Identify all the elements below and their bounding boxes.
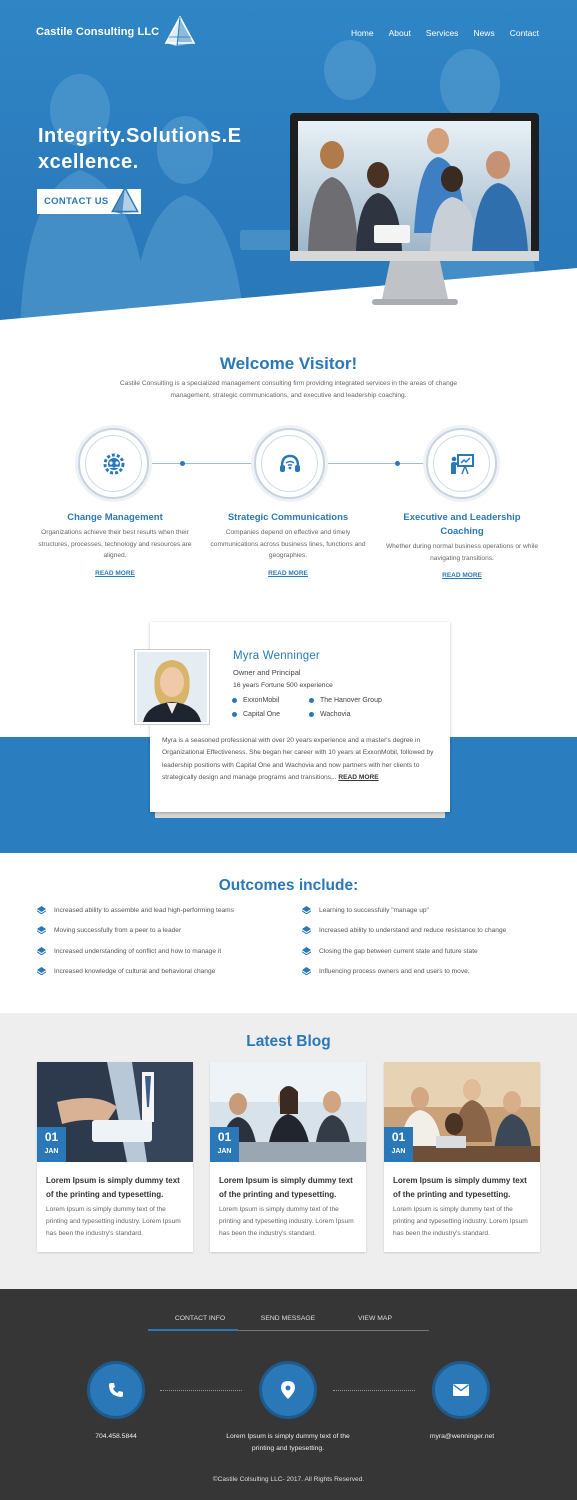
dotted-divider	[333, 1390, 415, 1391]
service-title: Change Management	[67, 512, 163, 523]
blog-date-badge	[384, 1127, 413, 1162]
tab-active-indicator	[148, 1329, 238, 1331]
dotted-divider	[160, 1390, 242, 1391]
blog-post-title[interactable]: Lorem Ipsum is simply dummy text of the printing and typesetting.	[219, 1176, 353, 1199]
outcome-text: Closing the gap between current state and future state	[319, 947, 478, 955]
service-connector-line	[148, 463, 256, 464]
outcomes-title: Outcomes include:	[218, 877, 359, 894]
read-more-link[interactable]: READ MORE	[268, 569, 308, 577]
outcome-text: Influencing process owners and end users to move.	[319, 967, 470, 975]
stack-icon	[302, 926, 311, 934]
profile-experience: 16 years Fortune 500 experience	[233, 682, 333, 689]
nav-news[interactable]: News	[473, 28, 495, 38]
pyramid-logo-icon	[163, 16, 197, 48]
hero-title: Integrity.Solutions.Excellence.	[38, 125, 242, 173]
company-name: ExxonMobil	[243, 697, 280, 704]
service-title: Executive and Leadership Coaching	[403, 512, 521, 537]
welcome-title: Welcome Visitor!	[219, 354, 358, 373]
profile-role: Owner and Principal	[233, 668, 301, 677]
outcome-item	[37, 947, 221, 955]
company-name: Wachovia	[320, 711, 351, 718]
company-item	[232, 711, 280, 718]
outcome-item	[37, 967, 215, 975]
profile-portrait	[137, 652, 207, 722]
tab-contact-info[interactable]: CONTACT INFO	[174, 1315, 226, 1322]
service-icon-circle	[254, 428, 325, 499]
blog-post-excerpt: Lorem Ipsum is simply dummy text of the printing and typesetting industry. Lorem Ipsum has been the industry's standard.	[46, 1206, 181, 1237]
stack-icon	[302, 967, 311, 975]
main-nav	[351, 28, 539, 38]
stack-icon	[302, 947, 311, 955]
blog-date-month: JAN	[217, 1148, 232, 1155]
nav-about[interactable]: About	[388, 28, 411, 38]
service-connector-dot	[180, 461, 185, 466]
profile-bio-text: Myra is a seasoned professional with over 20 years experience and a master's degree in Organizational Effectiveness. She began her career with 10 years at ExxonMobil, followed by leadership positions with Capital One and Wachovia and now partners with her clients to strategically design and manage programs and transitions...	[162, 737, 434, 781]
company-item	[309, 697, 382, 704]
nav-home[interactable]: Home	[350, 28, 374, 38]
read-more-link[interactable]: READ MORE	[442, 572, 482, 579]
tab-view-map[interactable]: VIEW MAP	[358, 1315, 392, 1322]
blog-post-title[interactable]: Lorem Ipsum is simply dummy text of the printing and typesetting.	[393, 1176, 527, 1199]
contact-email[interactable]: myra@wenninger.net	[429, 1433, 495, 1440]
email-button[interactable]	[432, 1361, 490, 1419]
blog-date-badge	[37, 1127, 66, 1162]
service-title: Strategic Communications	[227, 512, 349, 523]
outcome-text: Increased ability to assemble and lead high-performing teams	[54, 906, 234, 914]
service-text: Companies depend on effective and timely communications across business lines, functions and geographies.	[210, 529, 366, 559]
nav-contact[interactable]: Contact	[509, 28, 539, 38]
read-more-link[interactable]: READ MORE	[95, 569, 135, 577]
blog-post-excerpt: Lorem Ipsum is simply dummy text of the printing and typesetting industry. Lorem Ipsum has been the industry's standard.	[219, 1206, 354, 1237]
blog-date-day: 01	[391, 1130, 406, 1144]
blog-date-badge	[210, 1127, 239, 1162]
service-icon-circle	[78, 428, 149, 499]
blog-card[interactable]	[37, 1062, 193, 1252]
blog-post-title[interactable]: Lorem Ipsum is simply dummy text of the printing and typesetting.	[46, 1176, 180, 1199]
profile-bio	[162, 735, 438, 784]
outcome-item	[302, 967, 470, 975]
phone-button[interactable]	[87, 1361, 145, 1419]
pyramid-logo-icon	[109, 187, 141, 216]
stack-icon	[37, 967, 46, 975]
service-change-management	[35, 511, 195, 580]
outcome-item	[37, 906, 234, 914]
company-item	[232, 697, 279, 704]
brand-name: Castile Consulting LLC	[36, 26, 160, 38]
service-executive-coaching	[382, 511, 542, 582]
bullet-dot	[232, 698, 237, 703]
blog-date-month: JAN	[391, 1148, 406, 1155]
blog-title: Latest Blog	[246, 1033, 331, 1050]
read-more-link[interactable]: READ MORE	[338, 773, 379, 781]
stack-icon	[37, 947, 46, 955]
stack-icon	[302, 906, 311, 914]
service-connector-dot	[395, 461, 400, 466]
profile-name: Myra Wenninger	[233, 650, 320, 662]
bullet-dot	[232, 712, 237, 717]
monitor-image	[290, 113, 539, 313]
stack-icon	[37, 926, 46, 934]
hero-section	[0, 0, 577, 320]
blog-date-month: JAN	[44, 1148, 59, 1155]
blog-date-day: 01	[217, 1130, 232, 1144]
headset-icon	[277, 451, 303, 477]
stack-icon	[37, 906, 46, 914]
nav-services[interactable]: Services	[425, 28, 459, 38]
envelope-icon	[453, 1384, 469, 1396]
company-name: Capital One	[243, 711, 280, 718]
outcome-item	[302, 947, 478, 955]
profile-photo	[134, 649, 210, 725]
phone-icon	[108, 1382, 124, 1398]
outcome-item	[302, 926, 506, 934]
outcome-item	[37, 926, 181, 934]
tab-send-message[interactable]: SEND MESSAGE	[260, 1315, 316, 1322]
outcome-item	[302, 906, 429, 914]
bullet-dot	[309, 712, 314, 717]
copyright: ©Castile Colsulting LLC- 2017. All Rights Reserved.	[212, 1476, 365, 1483]
outcome-text: Increased knowledge of cultural and behavioral change	[54, 967, 216, 975]
contact-address: Lorem Ipsum is simply dummy text of the printing and typesetting.	[226, 1433, 350, 1452]
outcome-text: Learning to successfully "manage up"	[319, 906, 429, 914]
contact-us-button[interactable]	[37, 189, 141, 214]
service-icon-circle	[426, 428, 497, 499]
gear-people-icon	[101, 451, 127, 477]
service-text: Organizations achieve their best results when their structures, processes, technology and resources are aligned.	[38, 529, 192, 559]
blog-date-day: 01	[44, 1130, 59, 1144]
welcome-text: Castile Consulting is a specialized management consulting firm providing integrated services in the areas of change management, strategic communications, and executive and leadership coaching.	[119, 380, 458, 399]
blog-card[interactable]	[384, 1062, 540, 1252]
presentation-icon	[449, 451, 475, 477]
blog-card[interactable]	[210, 1062, 366, 1252]
outcome-text: Increased understanding of conflict and how to manage it	[54, 947, 222, 955]
outcome-text: Moving successfully from a peer to a leader	[54, 926, 182, 934]
location-button[interactable]	[259, 1361, 317, 1419]
outcome-text: Increased ability to understand and reduce resistance to change	[319, 926, 507, 934]
blog-post-excerpt: Lorem Ipsum is simply dummy text of the printing and typesetting industry. Lorem Ipsum has been the industry's standard.	[393, 1206, 528, 1237]
company-item	[309, 711, 350, 718]
brand-logo[interactable]	[36, 16, 197, 48]
service-strategic-communications	[208, 511, 368, 580]
contact-us-label: CONTACT US	[44, 196, 109, 207]
service-text: Whether during normal business operations or while navigating transitions.	[385, 543, 539, 562]
service-connector-line	[326, 463, 428, 464]
company-name: The Hanover Group	[320, 697, 382, 704]
bullet-dot	[309, 698, 314, 703]
contact-phone[interactable]: 704.458.5844	[95, 1433, 137, 1440]
location-pin-icon	[281, 1381, 295, 1399]
